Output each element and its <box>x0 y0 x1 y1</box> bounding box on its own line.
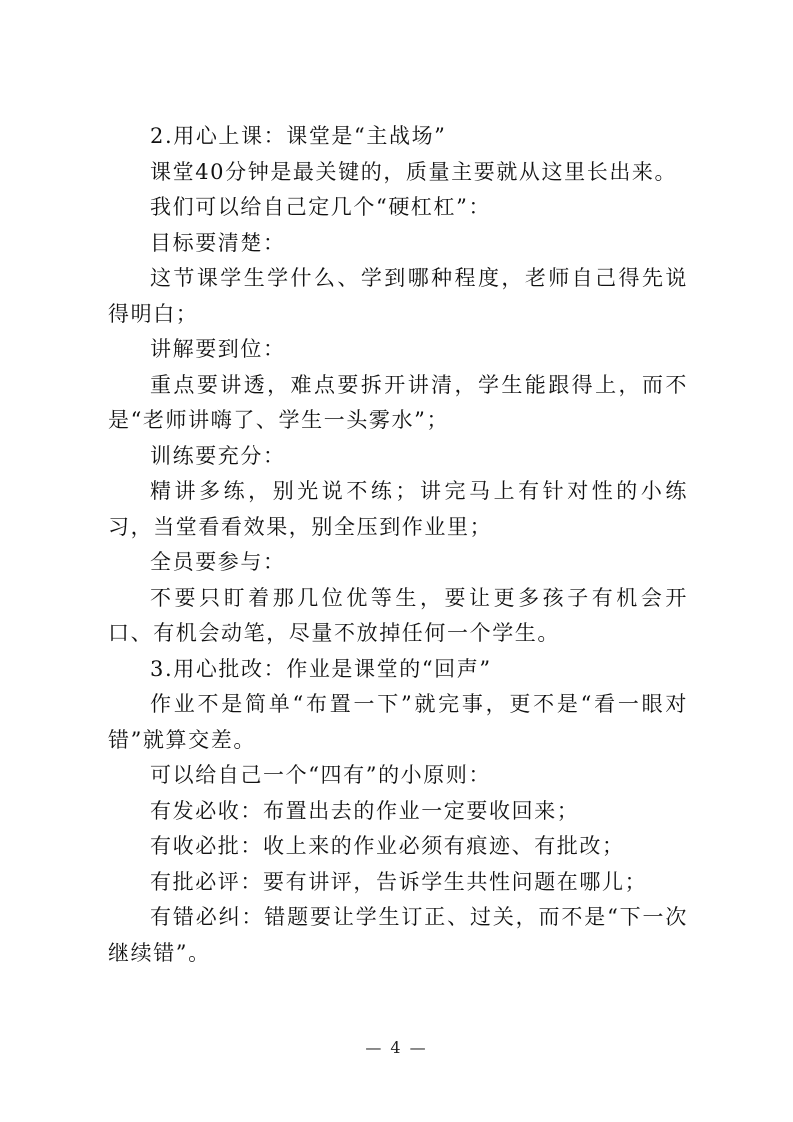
section-heading-3: 3.用心批改：作业是课堂的“回声” <box>150 656 492 681</box>
paragraph: 我们可以给自己定几个“硬杠杠”： <box>150 195 492 219</box>
paragraph: 这节课学生学什么、学到哪种程度，老师自己得先说得明白； <box>108 266 688 326</box>
rule-item: 有收必批：收上来的作业必须有痕迹、有批改； <box>150 834 625 858</box>
rule-item: 有错必纠：错题要让学生订正、过关，而不是“下一次继续错”。 <box>108 905 688 965</box>
sub-heading: 训练要充分： <box>150 443 286 468</box>
paragraph: 重点要讲透，难点要拆开讲清，学生能跟得上，而不是“老师讲嗨了、学生一头雾水”； <box>108 372 688 432</box>
sub-heading: 目标要清楚： <box>150 230 286 255</box>
paragraph: 精讲多练，别光说不练；讲完马上有针对性的小练习，当堂看看效果，别全压到作业里； <box>108 479 688 539</box>
paragraph: 可以给自己一个“四有”的小原则： <box>150 763 492 787</box>
paragraph: 课堂40分钟是最关键的，质量主要就从这里长出来。 <box>150 159 678 184</box>
rule-item: 有发必收：布置出去的作业一定要收回来； <box>150 798 580 823</box>
paragraph: 作业不是简单“布置一下”就完事，更不是“看一眼对错”就算交差。 <box>108 692 688 752</box>
rule-item: 有批必评：要有讲评，告诉学生共性问题在哪儿； <box>150 869 648 894</box>
sub-heading: 讲解要到位： <box>150 337 286 361</box>
body-text <box>108 119 688 971</box>
page-number: — 4 — <box>365 1038 428 1057</box>
paragraph: 不要只盯着那几位优等生，要让更多孩子有机会开口、有机会动笔，尽量不放掉任何一个学生。 <box>108 585 688 645</box>
section-heading-2: 2.用心上课：课堂是“主战场” <box>150 124 447 148</box>
sub-heading: 全员要参与： <box>150 550 286 574</box>
